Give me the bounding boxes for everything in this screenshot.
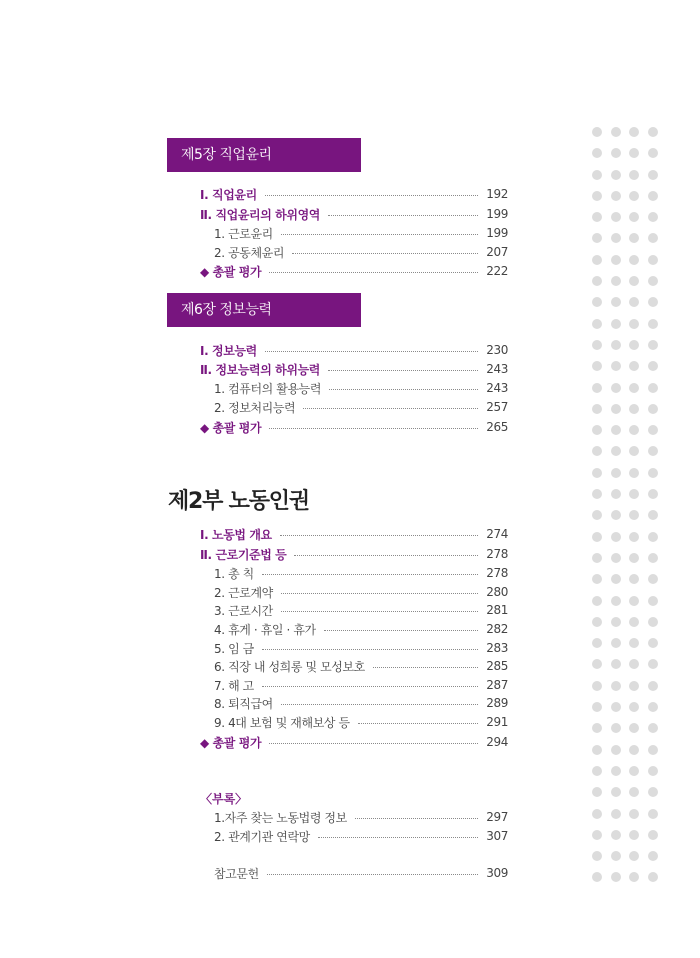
decorative-dot [629,659,639,669]
decorative-dot [611,276,621,286]
decorative-dot [629,127,639,137]
decorative-dot [611,361,621,371]
decorative-dot [648,723,658,733]
decorative-dot [629,489,639,499]
decorative-dot [592,787,602,797]
decorative-dot [592,383,602,393]
chapter5-banner: 제5장 직업윤리 [167,138,361,172]
dotted-leader [358,723,479,724]
decorative-dot [648,787,658,797]
decorative-dot [648,255,658,265]
toc-entry-label: 6. 직장 내 성희롱 및 모성보호 [214,659,365,674]
decorative-dot [592,638,602,648]
toc-entry[interactable] [214,224,508,242]
decorative-dot [592,297,602,307]
toc-entry[interactable] [214,639,508,657]
decorative-dot [648,617,658,627]
decorative-dot [648,532,658,542]
part2-title: 제2부 노동인권 [168,489,309,514]
dotted-leader [294,555,478,556]
toc-entry-label: 2. 공동체윤리 [214,245,285,260]
toc-entry[interactable] [200,262,508,280]
decorative-dot [648,191,658,201]
toc-entry-label: ◆ 총괄 평가 [200,735,262,750]
decorative-dot [592,872,602,882]
toc-entry-page: 265 [486,420,508,434]
toc-entry[interactable] [200,360,508,378]
decorative-dot [648,851,658,861]
decorative-dot [648,319,658,329]
decorative-dot [629,170,639,180]
toc-entry[interactable] [200,525,508,543]
toc-entry-page: 257 [486,400,508,414]
decorative-dot [648,446,658,456]
decorative-dot [611,319,621,329]
decorative-dot [629,383,639,393]
toc-entry-label: Ⅱ. 직업윤리의 하위영역 [200,207,320,222]
toc-entry-page: 207 [486,245,508,259]
decorative-dot [648,702,658,712]
decorative-dot [629,596,639,606]
toc-entry-page: 287 [486,678,508,692]
decorative-dot [611,787,621,797]
toc-entry-label: 8. 퇴직급여 [214,696,273,711]
toc-entry-label: 2. 관계기관 연락망 [214,829,310,844]
decorative-dot [611,638,621,648]
dotted-leader [267,874,479,875]
decorative-dot [611,766,621,776]
toc-entry-page: 192 [486,187,508,201]
dotted-leader [329,389,478,390]
toc-entry[interactable] [200,185,508,203]
toc-entry[interactable] [214,583,508,601]
decorative-dot [592,404,602,414]
toc-entry-page: 282 [486,622,508,636]
decorative-dot [611,255,621,265]
dotted-leader [281,611,478,612]
dotted-leader [281,234,478,235]
decorative-dot [648,127,658,137]
toc-entry-page: 199 [486,207,508,221]
decorative-dot [629,255,639,265]
decorative-dot [611,617,621,627]
decorative-dot [592,340,602,350]
dotted-leader [292,253,478,254]
decorative-dot [592,809,602,819]
dotted-leader [269,743,478,744]
toc-entry-page: 297 [486,810,508,824]
decorative-dot [592,830,602,840]
decorative-dot [611,191,621,201]
decorative-dot [648,596,658,606]
decorative-dot [592,170,602,180]
decorative-dot [611,383,621,393]
decorative-dot [648,148,658,158]
decorative-dot [611,809,621,819]
toc-entry[interactable] [214,808,508,826]
toc-entry-page: 289 [486,696,508,710]
decorative-dot [611,446,621,456]
decorative-dot [629,553,639,563]
decorative-dot [592,723,602,733]
decorative-dot [592,319,602,329]
decorative-dot [592,191,602,201]
decorative-dot [592,532,602,542]
dotted-leader [281,593,478,594]
decorative-dot [648,809,658,819]
decorative-dot [629,617,639,627]
decorative-dot [648,404,658,414]
toc-entry-label: 1. 총 칙 [214,566,254,581]
decorative-dot [592,276,602,286]
toc-entry[interactable] [214,398,508,416]
decorative-dot [648,276,658,286]
dotted-leader [280,535,479,536]
decorative-dot [592,659,602,669]
decorative-dot [648,766,658,776]
dotted-leader [262,686,478,687]
chapter6-banner: 제6장 정보능력 [167,293,361,327]
toc-entry-page: 294 [486,735,508,749]
decorative-dot [629,574,639,584]
decorative-dot [611,532,621,542]
decorative-dot [648,212,658,222]
toc-entry[interactable] [214,676,508,694]
decorative-dot [629,425,639,435]
toc-entry-page: 285 [486,659,508,673]
decorative-dot [592,596,602,606]
toc-entry-page: 283 [486,641,508,655]
toc-entry-page: 243 [486,362,508,376]
toc-entry-label: Ⅰ. 노동법 개요 [200,527,272,542]
toc-entry[interactable] [214,657,508,675]
decorative-dot [611,148,621,158]
decorative-dot [648,830,658,840]
decorative-dot [648,425,658,435]
decorative-dot [629,148,639,158]
decorative-dot [629,532,639,542]
toc-entry[interactable] [200,341,508,359]
decorative-dot [592,702,602,712]
toc-entry-label: 4. 휴게 · 휴일 · 휴가 [214,622,316,637]
toc-entry[interactable] [214,827,508,845]
toc-entry-page: 281 [486,603,508,617]
toc-entry[interactable] [214,564,508,582]
toc-entry[interactable] [200,418,508,436]
decorative-dot [592,212,602,222]
decorative-dot [611,830,621,840]
decorative-dot [611,489,621,499]
decorative-dot [648,510,658,520]
toc-entry[interactable] [214,601,508,619]
decorative-dot [648,489,658,499]
appendix-label: 〈부록〉 [200,792,248,806]
toc-entry[interactable] [214,713,508,731]
toc-entry[interactable] [214,620,508,638]
toc-entry-label: Ⅰ. 정보능력 [200,343,257,358]
decorative-dot [611,425,621,435]
toc-entry-label: Ⅰ. 직업윤리 [200,187,257,202]
toc-entry-page: 199 [486,226,508,240]
decorative-dot [592,127,602,137]
decorative-dot [629,766,639,776]
toc-entry-label: ◆ 총괄 평가 [200,420,262,435]
decorative-dot [629,319,639,329]
toc-entry-label: 9. 4대 보험 및 재해보상 등 [214,715,350,730]
decorative-dot [611,596,621,606]
decorative-dot [611,723,621,733]
decorative-dot [648,233,658,243]
decorative-dot [648,383,658,393]
toc-entry-page: 274 [486,527,508,541]
toc-entry-page: 222 [486,264,508,278]
decorative-dot [611,297,621,307]
toc-entry-page: 278 [486,547,508,561]
decorative-dot [611,702,621,712]
dotted-leader [318,837,478,838]
toc-entry-page: 291 [486,715,508,729]
decorative-dot [629,297,639,307]
decorative-dot [629,191,639,201]
decorative-dot [592,361,602,371]
decorative-dot [648,638,658,648]
toc-entry-page: 278 [486,566,508,580]
decorative-dot [629,787,639,797]
decorative-dot [611,574,621,584]
decorative-dot [611,510,621,520]
decorative-dot [629,809,639,819]
dotted-leader [265,351,479,352]
decorative-dot [592,681,602,691]
decorative-dot [629,212,639,222]
decorative-dot [648,361,658,371]
decorative-dot [648,297,658,307]
decorative-dot [629,510,639,520]
decorative-dot [611,851,621,861]
toc-entry-label: ◆ 총괄 평가 [200,264,262,279]
toc-entry-label: Ⅱ. 근로기준법 등 [200,547,287,562]
decorative-dot [648,340,658,350]
decorative-dot [592,446,602,456]
decorative-dot [629,361,639,371]
decorative-dot [629,830,639,840]
decorative-dot [629,872,639,882]
dotted-leader [328,370,478,371]
decorative-dot [592,617,602,627]
dotted-leader [269,272,478,273]
toc-entry-label: 1. 근로윤리 [214,226,273,241]
decorative-dot [629,276,639,286]
decorative-dot [629,745,639,755]
decorative-dot [611,404,621,414]
decorative-dot [592,851,602,861]
decorative-dot [611,212,621,222]
toc-entry-label: 3. 근로시간 [214,603,273,618]
dotted-leader [262,574,478,575]
toc-entry-label: 5. 임 금 [214,641,254,656]
decorative-dot [629,404,639,414]
decorative-dot [592,489,602,499]
toc-entry-references[interactable] [214,864,508,882]
dotted-leader [262,649,478,650]
decorative-dot [648,659,658,669]
dotted-leader [328,215,478,216]
toc-entry-label: 1.자주 찾는 노동법령 정보 [214,810,347,825]
toc-entry[interactable] [200,545,508,563]
decorative-dot [592,468,602,478]
toc-entry-page: 280 [486,585,508,599]
decorative-dot [611,170,621,180]
decorative-dot [611,681,621,691]
toc-entry-page: 307 [486,829,508,843]
decorative-dot [629,446,639,456]
decorative-dot [629,681,639,691]
dotted-leader [355,818,478,819]
dotted-leader [324,630,479,631]
toc-entry-label: 2. 정보처리능력 [214,400,296,415]
decorative-dot [629,638,639,648]
toc-entry-page: 230 [486,343,508,357]
decorative-dot [629,851,639,861]
decorative-dot [611,659,621,669]
toc-entry-label: 7. 해 고 [214,678,254,693]
decorative-dot [629,723,639,733]
toc-entry[interactable] [200,205,508,223]
toc-entry[interactable] [214,694,508,712]
toc-entry[interactable] [214,379,508,397]
decorative-dot [592,425,602,435]
toc-entry[interactable] [214,243,508,261]
decorative-dot [629,233,639,243]
decorative-dot [611,745,621,755]
decorative-dot [592,766,602,776]
decorative-dot [648,170,658,180]
decorative-dot [592,553,602,563]
dotted-leader [303,408,478,409]
dotted-leader [281,704,478,705]
toc-entry[interactable] [200,733,508,751]
decorative-dot [611,127,621,137]
decorative-dot [648,553,658,563]
decorative-dot [648,681,658,691]
decorative-dot [629,340,639,350]
toc-entry-label: 2. 근로계약 [214,585,273,600]
decorative-dot [611,872,621,882]
decorative-dot [629,468,639,478]
decorative-dot [592,745,602,755]
toc-entry-label: 참고문헌 [214,866,259,881]
decorative-dot [648,468,658,478]
decorative-dot [611,468,621,478]
decorative-dot [648,745,658,755]
decorative-dot [592,233,602,243]
toc-entry-page: 243 [486,381,508,395]
decorative-dot [648,872,658,882]
decorative-dot [592,255,602,265]
decorative-dot [611,340,621,350]
decorative-dot [611,553,621,563]
decorative-dot [592,574,602,584]
toc-entry-label: Ⅱ. 정보능력의 하위능력 [200,362,320,377]
decorative-dot [611,233,621,243]
decorative-dot [592,148,602,158]
decorative-dot-grid [592,127,658,882]
dotted-leader [269,428,478,429]
dotted-leader [265,195,479,196]
toc-entry-page: 309 [486,866,508,880]
decorative-dot [648,574,658,584]
toc-entry-label: 1. 컴퓨터의 활용능력 [214,381,322,396]
decorative-dot [592,510,602,520]
decorative-dot [629,702,639,712]
dotted-leader [373,667,478,668]
